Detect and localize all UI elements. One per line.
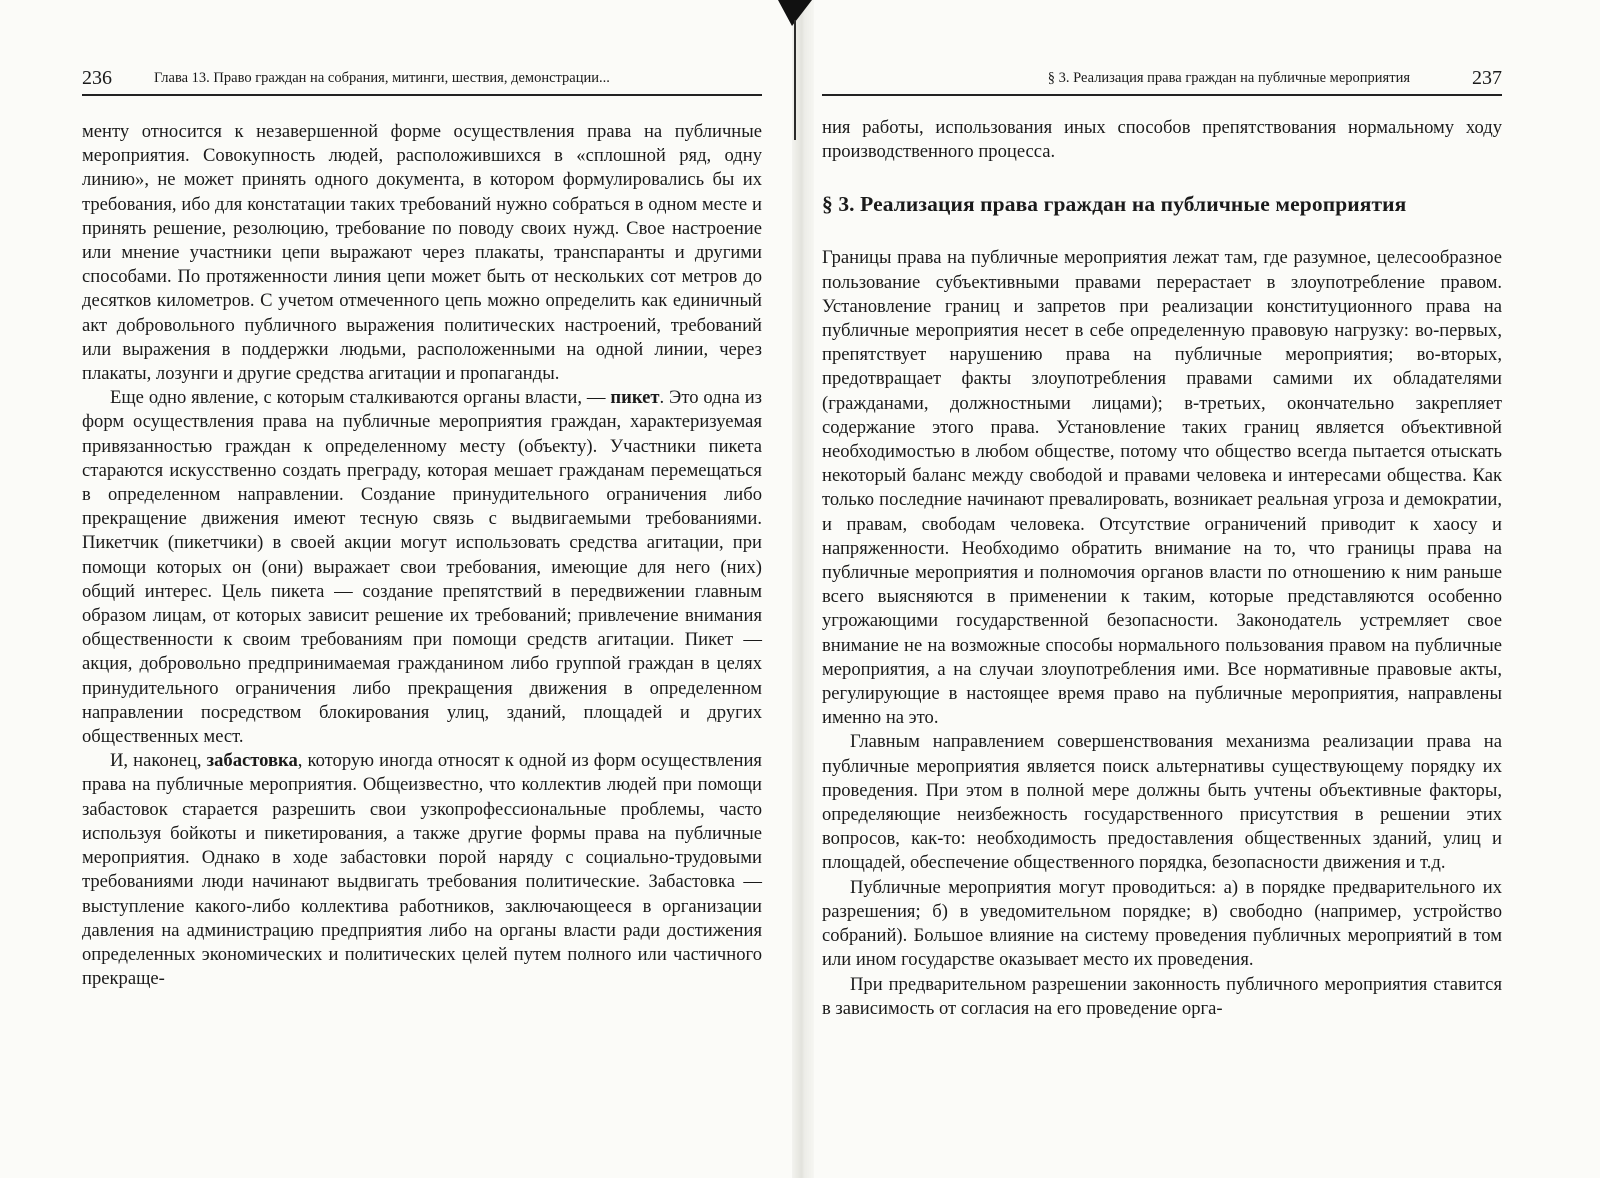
left-running-head — [82, 66, 762, 96]
right-paragraph-4: При предварительном разрешении законность публичного мероприятия ставится в зависимость от согласия на его проведение орга- — [822, 973, 1502, 1019]
left-paragraph-1 — [82, 120, 762, 386]
right-lead-in: ния работы, использования иных способов препятствования нормальному ходу производственного процесса. — [822, 117, 1502, 163]
book-gutter — [792, 0, 814, 1178]
right-page-number: 237 — [1472, 67, 1502, 89]
section-heading: § 3. Реализация права граждан на публичные мероприятия — [822, 192, 1407, 217]
left-paragraph-3 — [82, 749, 762, 991]
left-page — [0, 0, 792, 1178]
right-paragraph-3: Публичные мероприятия могут проводиться: а) в порядке предварительного их разрешения; б) в уведомительном порядке; в) свободно (например, устройство собраний). Большое влияние на систему проведения публичных мероприятий в том или ином государстве оказывает место их проведения. — [822, 876, 1502, 971]
right-paragraph-1: Границы права на публичные мероприятия лежат там, где разумное, целесообразное пользование субъективными правами перерастает в злоупотребление правом. Установление границ и запретов при реализации конституционного права на публичные мероприятия несет в себе определенную правовую нагрузку: во-первых, препятствует нарушению права на публичные мероприятия; во-вторых, предотвращает факты злоупотребления правами самими их обладателями (гражданами, должностными лицами); в-третьих, окончательно закрепляет содержание этого права. Установление таких границ является объективной необходимостью в любом обществе, потому что общество всегда пытается отыскать некоторый баланс между свободой и правами человека и интересами общества. Как только последние начинают превалировать, возникает реальная угроза и демократии, и правам, свободам человека. Отсутствие ограничений приводит к хаосу и напряженности. Необходимо обратить внимание на то, что границы права на публичные мероприятия и полномочия органов власти по отношению к ним раньше всего выясняются в применении к таким, которые представляются особенно угрожающими государственной безопасности. Законодатель устремляет свое внимание не на возможные способы нормального пользования правом на публичные мероприятия, а на случаи злоупотребления ими. Все нормативные правовые акты, регулирующие в настоящее время право на публичные мероприятия, направлены именно на это. — [822, 247, 1502, 729]
binding-line — [794, 20, 796, 140]
left-paragraph-2-text-after: . Это одна из форм осуществления права на публичные мероприятия граждан, характеризуемая привязанностью граждан к определенному месту (объекту). Участники пикета стараются искусственно создать преграду, которая мешает гражданам перемещаться в определенном направлении. Создание принудительного ограничения либо прекращение движения имеют тесную связь с выдвигаемыми требованиями. Пикетчик (пикетчики) в своей акции могут использовать средства агитации, при помощи которых он (они) выражает свои требования, имеющие для него (них) общий интерес. Цель пикета — создание препятствий в передвижении главным образом лицам, от которых зависит решение их требований; привлечение внимания общественности к своим требованиям при помощи средств агитации. Пикет — акция, добровольно предпринимаемая гражданином либо группой граждан в целях принудительного ограничения либо прекращения движения в определенном направлении посредством блокирования улиц, зданий, площадей и других общественных мест. — [82, 387, 762, 748]
right-running-head — [822, 66, 1502, 96]
left-paragraph-3-text-before: И, наконец, — [110, 750, 202, 772]
left-page-number: 236 — [82, 67, 112, 89]
term-zabastovka: забастовка — [206, 750, 298, 772]
right-page-body — [822, 116, 1502, 1021]
left-page-body — [82, 120, 762, 991]
left-paragraph-2 — [82, 386, 762, 749]
left-running-head-title: Глава 13. Право граждан на собрания, митинги, шествия, демонстрации... — [154, 70, 610, 86]
left-paragraph-3-text-after: , которую иногда относят к одной из форм осуществления права на публичные мероприятия. Общеизвестно, что коллектив людей при помощи забастовок старается разрешить свои узкопрофессиональные проблемы, часто используя бойкоты и пикетирования, а также другие формы права на публичные мероприятия. Однако в ходе забастовки порой наряду с социально-трудовыми требованиями люди начинают выдвигать требования политические. Забастовка — выступление какого-либо коллектива работников, заключающееся в организации давления на администрацию предприятия либо на органы власти ради достижения определенных экономических и политических целей путем полного или частичного прекраще- — [82, 750, 762, 990]
right-paragraph-2: Главным направлением совершенствования механизма реализации права на публичные мероприятия является поиск альтернативы существующему порядку их проведения. При этом в полной мере должны быть учтены объективные факторы, определяющие неизбежность государственного присутствия в решении этих вопросов, как-то: необходимость предоставления общественных зданий, улиц и площадей, обеспечение общественного порядка, безопасности движения и т.д. — [822, 731, 1502, 874]
left-paragraph-1-text: менту относится к незавершенной форме осуществления права на публичные мероприятия. Совокупность людей, расположившихся в «сплошной ряд, одну линию», не может принять одного документа, в котором формулировались бы их требования, ибо для констатации таких требований нужно собраться в одном месте и принять решение, резолюцию, требование по поводу своих нужд. Свое настроение или мнение участники цепи выражают через плакаты, транспаранты и другими способами. По протяженности линия цепи может быть от нескольких сот метров до десятков километров. С учетом отмеченного цепь можно определить как единичный акт добровольного публичного выражения политических настроений, требований или выражения в поддержки людьми, расположенными на одной линии, через плакаты, лозунги и другие средства агитации и пропаганды. — [82, 121, 762, 385]
right-page — [814, 0, 1600, 1178]
left-paragraph-2-text-before: Еще одно явление, с которым сталкиваются органы власти, — — [110, 387, 606, 409]
right-running-head-title: § 3. Реализация права граждан на публичные мероприятия — [1047, 70, 1410, 86]
term-piket: пикет — [610, 387, 660, 409]
